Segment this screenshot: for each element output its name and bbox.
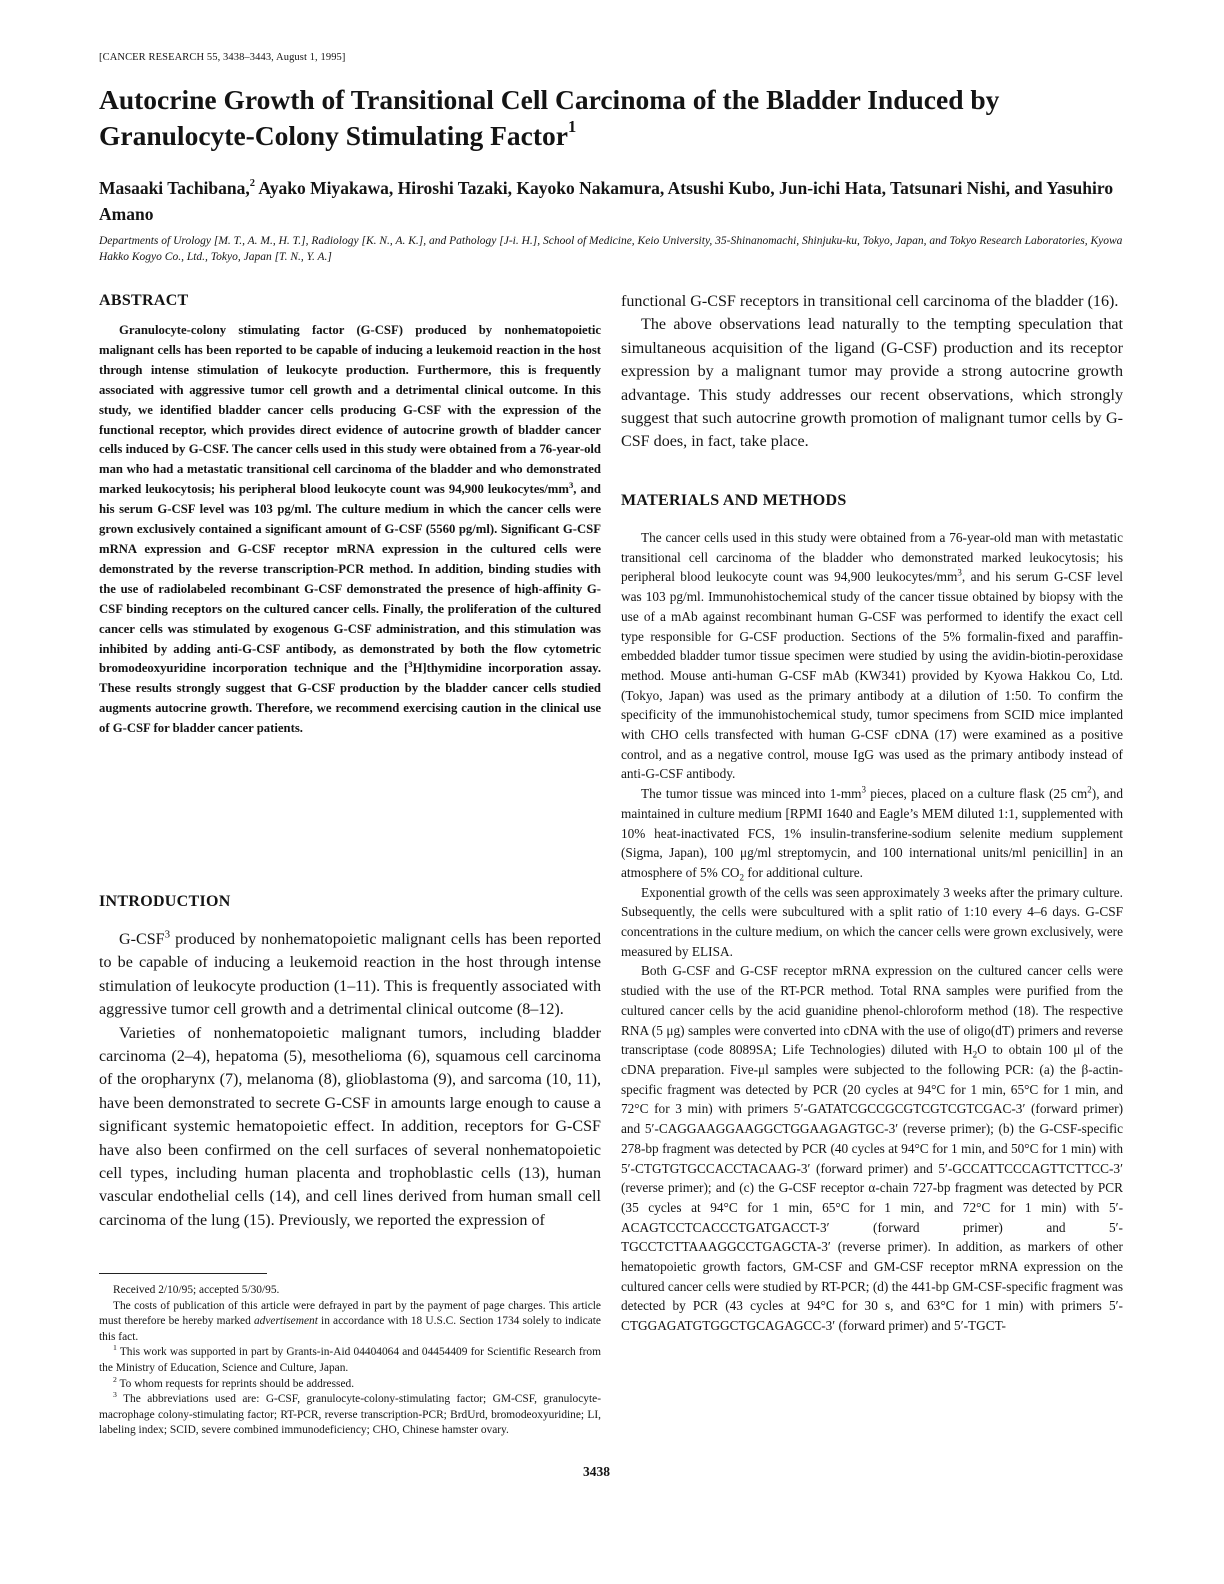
author-footnote-mark: 2 — [249, 177, 255, 189]
methods-heading: MATERIALS AND METHODS — [621, 492, 847, 509]
footnote-3: $^3$ The abbreviations used are: G-CSF, granulocyte-colony-stimulating factor; GM-CSF, granulocyte-macrophage colony-stimulating factor; RT-PCR, reverse transcription-PCR; BrdUrd, bromodeoxyuridine; LI, labeling index; SCID, severe combined immunodeficiency; CHO, Chinese hamster ovary. — [99, 1390, 601, 1437]
intro-paragraph-3: functional G-CSF receptors in transitional cell carcinoma of the bladder (16). — [621, 293, 1119, 310]
methods-paragraph-3: Exponential growth of the cells was seen approximately 3 weeks after the primary culture. Subsequently, the cells were subcultured with a split ratio of 1:10 every 4–6 days. G-CSF concentrations in the culture medium, on which the cancer cells were grown exclusively, were measured by ELISA. — [621, 884, 1123, 959]
introduction-heading: INTRODUCTION — [99, 893, 231, 910]
footnote-1: $^1$ This work was supported in part by Grants-in-Aid 04404064 and 04454409 for Scientific Research from the Ministry of Education, Science and Culture, Japan. — [99, 1343, 601, 1374]
received-note: Received 2/10/95; accepted 5/30/95. — [113, 1284, 280, 1296]
introduction-body — [99, 928, 601, 1232]
title-footnote-mark: 1 — [568, 117, 577, 137]
methods-paragraph-2: The tumor tissue was minced into $1-mm^3$ pieces, placed on a culture flask (25 $cm^2$), and maintained in culture medium [RPMI 1640 and Eagle’s MEM diluted 1:1, supplemented with 10% heat-inactivated FCS, 1% insulin-transferine-sodium selenite medium supplement (Sigma, Japan), 100 μg/ml streptomycin, and 100 international units/ml penicillin] in an atmosphere of 5% $CO_2$ for additional culture. — [621, 784, 1124, 883]
affiliations: Departments of Urology [M. T., A. M., H. T.], Radiology [K. N., A. K.], and Pathology [J-i. H.], School of Medicine, Keio University, 35-Shinanomachi, Shinjuku-ku, Tokyo, Japan, and Tokyo Research Laboratories, Kyowa Hakko Kogyo Co., Ltd., Tokyo, Japan [T. N., Y. A.] — [99, 235, 1123, 263]
introduction-continued — [621, 290, 1123, 454]
methods-body — [621, 528, 1123, 1336]
article-title: Autocrine Growth of Transitional Cell Carcinoma of the Bladder Induced by Granulocyte-Colony Stimulating Factor$^1$ — [99, 84, 1000, 151]
costs-note: The costs of publication of this article were defrayed in part by the payment of page charges. This article must therefore be hereby marked advertisement in accordance with 18 U.S.C. Section 1734 solely to indicate this fact. — [99, 1299, 601, 1343]
footnotes — [99, 1283, 601, 1439]
footnote-divider — [99, 1273, 267, 1274]
abstract-body: Granulocyte-colony stimulating factor (G-CSF) produced by nonhematopoietic malignant cells has been reported to be capable of inducing a leukemoid reaction in the host through intense stimulation of leukocyte production. Furthermore, this is frequently associated with aggressive tumor cell growth and a detrimental clinical outcome. In this study, we identified bladder cancer cells producing G-CSF with the expression of the functional receptor, which provides direct evidence of autocrine growth of bladder cancer cells induced by G-CSF. The cancer cells used in this study were obtained from a 76-year-old man who had a metastatic transitional cell carcinoma of the bladder and who demonstrated marked leukocytosis; his peripheral blood leukocyte count was 94,900 leukocytes/$mm^3$, and his serum G-CSF level was 103 pg/ml. The culture medium in which the cancer cells were grown exclusively contained a significant amount of G-CSF (5560 pg/ml). Significant G-CSF mRNA expression and G-CSF receptor mRNA expression in the cultured cells were demonstrated by the reverse transcription-PCR method. In addition, binding studies with the use of radiolabeled recombinant G-CSF demonstrated the presence of high-affinity G-CSF binding receptors on the cultured cancer cells. Finally, the proliferation of the cultured cancer cells was stimulated by exogenous G-CSF administration, and this stimulation was inhibited by adding anti-G-CSF antibody, as demonstrated by both the flow cytometric bromodeoxyuridine incorporation technique and the [$^3$H]thymidine incorporation assay. These results strongly suggest that G-CSF production by the bladder cancer cells studied augments autocrine growth. Therefore, we recommend exercising caution in the clinical use of G-CSF for bladder cancer patients. — [99, 323, 601, 736]
intro-paragraph-4: The above observations lead naturally to the tempting speculation that simultaneous acquisition of the ligand (G-CSF) production and its receptor expression by a malignant tumor may provide a strong autocrine growth advantage. This study addresses our recent observations, which strongly suggest that such autocrine growth promotion of malignant tumor cells by G-CSF does, in fact, take place. — [621, 316, 1123, 451]
footnote-2: $^2$ To whom requests for reprints should be addressed. — [113, 1374, 355, 1390]
abstract-heading: ABSTRACT — [99, 292, 189, 309]
journal-citation: [CANCER RESEARCH 55, 3438–3443, August 1, 1995] — [99, 52, 346, 63]
intro-paragraph-1: G-CSF$^3$ produced by nonhematopoietic malignant cells has been reported to be capable of inducing a leukemoid reaction in the host through intense stimulation of leukocyte production (1–11). This is frequently associated with aggressive tumor cell growth and a detrimental clinical outcome (8–12). — [99, 928, 601, 1019]
page-number: 3438 — [583, 1464, 610, 1479]
methods-paragraph-4: Both G-CSF and G-CSF receptor mRNA expression on the cultured cancer cells were studied with the use of the RT-PCR method. Total RNA samples were purified from the cultured cancer cells by the acid guanidine phenol-chloroform method (18). The respective RNA (5 μg) samples were converted into cDNA with the use of oligo(dT) primers and reverse transcriptase (code 8089SA; Life Technologies) diluted with $H_2O$ to obtain 100 μl of the cDNA preparation. Five-μl samples were subjected to the following PCR: (a) the β-actin-specific fragment was detected by PCR (20 cycles at 94°C for 1 min, 65°C for 1 min, and 72°C for 3 min) with primers 5′-GATATCGCCGCGTCGTCGTCGAC-3′ (forward primer) and 5′-CAGGAAGGAAGGCTGGAAGAGTGC-3′ (reverse primer); (b) the G-CSF-specific 278-bp fragment was detected by PCR (40 cycles at 94°C for 1 min, and 50°C for 1 min) with 5′-CTGTGTGCCACCTACAAG-3′ (forward primer) and 5′-GCCATTCCCAGTTCTTCC-3′ (reverse primer); and (c) the G-CSF receptor α-chain 727-bp fragment was detected by PCR (35 cycles at 94°C for 1 min, 65°C for 1 min, and 72°C for 1 min) with 5′-ACAGTCCTCACCCTGATGACCT-3′ (forward primer) and 5′-TGCCTCTTAAAGGCCTGAGCTA-3′ (reverse primer). In addition, as markers of other hematopoietic growth factors, GM-CSF and GM-CSF receptor mRNA expression on the cultured cancer cells were studied by RT-PCR; (d) the 441-bp GM-CSF-specific fragment was detected by PCR (43 cycles at 94°C for 30 s, and 63°C for 1 min) with primers 5′-CTGGAGATGTGGCTGCAGAGCC-3′ (forward primer) and 5′-TGCT- — [621, 963, 1123, 1334]
intro-paragraph-2: Varieties of nonhematopoietic malignant tumors, including bladder carcinoma (2–4), hepatoma (5), mesothelioma (6), squamous cell carcinoma of the oropharynx (7), melanoma (8), glioblastoma (9), and sarcoma (10, 11), have been demonstrated to secrete G-CSF in amounts large enough to cause a significant systemic hematopoietic effect. In addition, receptors for G-CSF have also been confirmed on the cell surfaces of several nonhematopoietic cell types, including human placenta and trophoblastic cells (13), human vascular endothelial cells (14), and cell lines derived from human small cell carcinoma of the lung (15). Previously, we reported the expression of — [99, 1024, 601, 1229]
author-list: Masaaki Tachibana,$^2$ Ayako Miyakawa, Hiroshi Tazaki, Kayoko Nakamura, Atsushi Kubo, Jun-ichi Hata, Tatsunari Nishi, and Yasuhiro Amano — [99, 177, 1114, 224]
methods-paragraph-1: The cancer cells used in this study were obtained from a 76-year-old man with metastatic transitional cell carcinoma of the bladder who demonstrated marked leukocytosis; his peripheral blood leukocyte count was 94,900 leukocytes/$mm^3$, and his serum G-CSF level was 103 pg/ml. Immunohistochemical study of the cancer tissue obtained by biopsy with the use of a mAb against recombinant human G-CSF was performed to identify the exact cell type responsible for G-CSF production. Sections of the 5% formalin-fixed and paraffin-embedded bladder tumor tissue specimen were studied by using the avidin-biotin-peroxidase method. Mouse anti-human G-CSF mAb (KW341) provided by Kyowa Hakkou Co, Ltd. (Tokyo, Japan) was used as the primary antibody at a dilution of 1:50. To confirm the specificity of the immunohistochemical study, tumor specimens from SCID mice implanted with CHO cells transfected with human G-CSF cDNA (17) were examined as a positive control, and as a negative control, mouse IgG was used as the primary antibody instead of anti-G-CSF antibody. — [621, 530, 1123, 782]
